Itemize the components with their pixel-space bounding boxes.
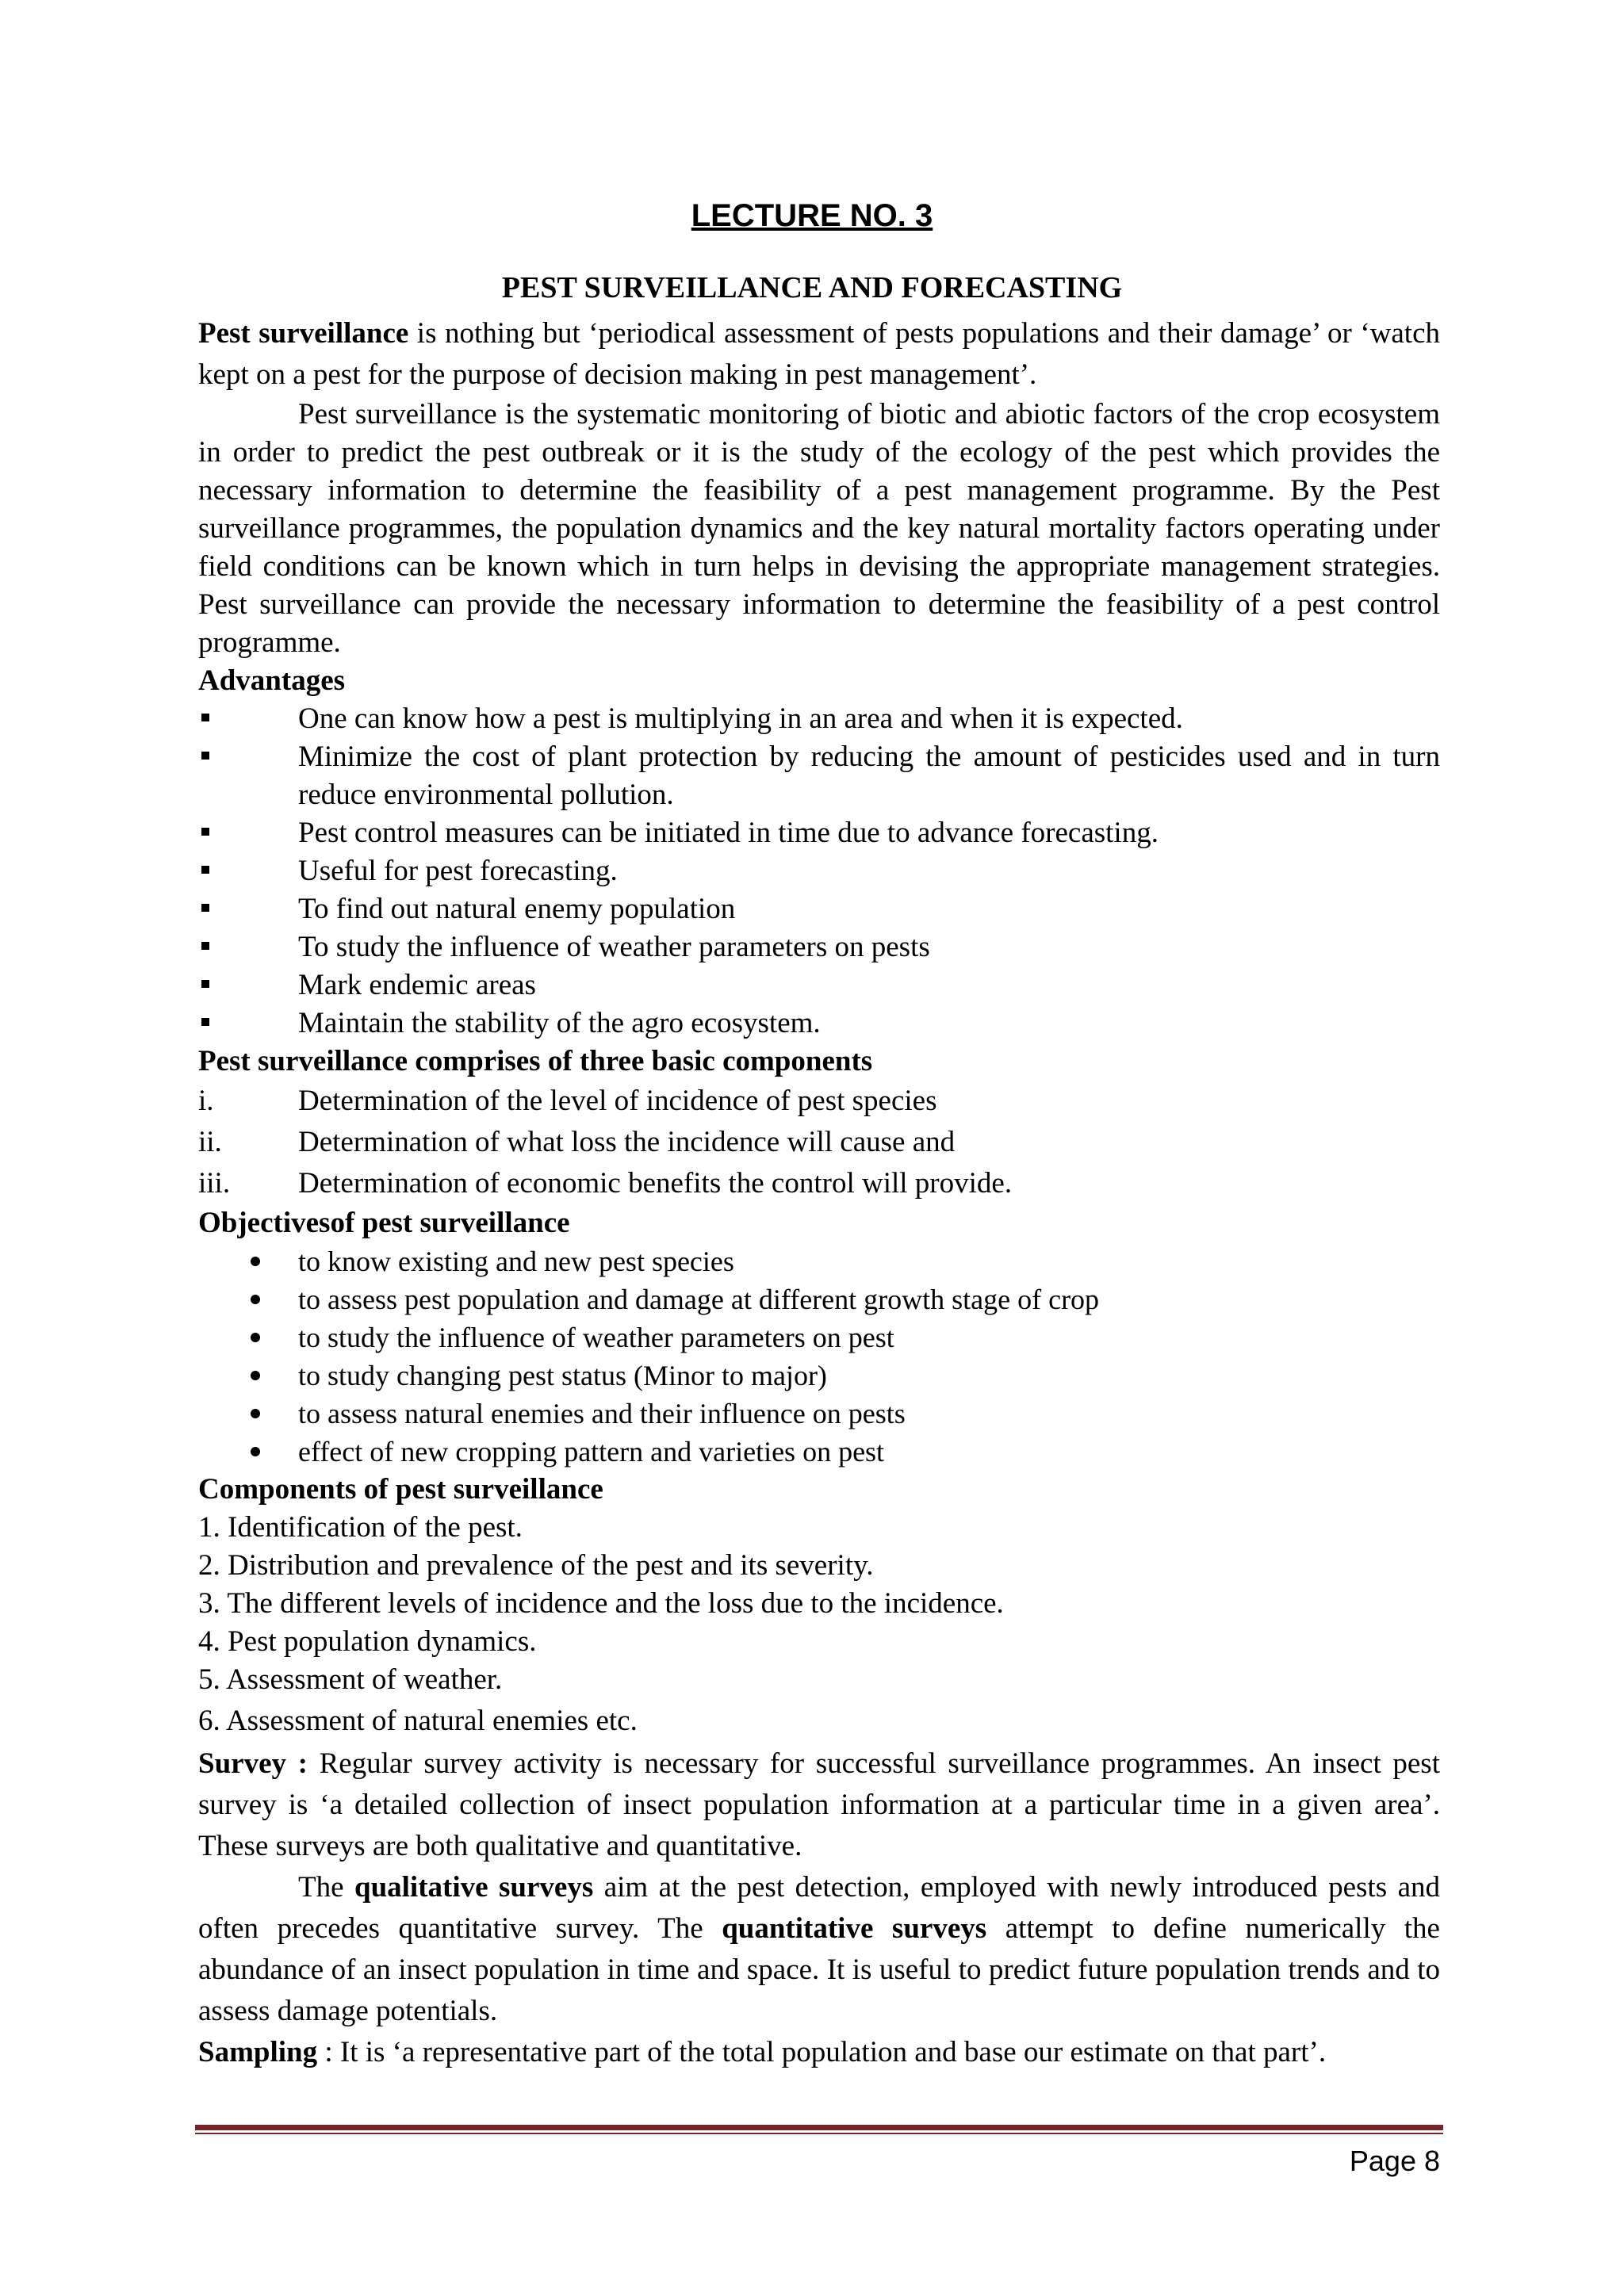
survey-term: Survey : [198,1747,308,1780]
square-bullet-icon [201,928,209,966]
square-bullet-icon [201,814,209,852]
footer-rule-thick [195,2125,1443,2130]
objectives-heading: Objectivesof pest surveillance [198,1207,570,1239]
advantages-heading: Advantages [198,664,346,697]
intro-paragraph: Pest surveillance is the systematic monitoring of biotic and abiotic factors of the crop ecosystem in order to predict the pest outbreak or it is the study of the ecology of the pest which provides the necessary information to determine the feasibility of a pest management programme. By the Pest surveillance programmes, the population dynamics and the key natural mortality factors operating under field conditions can be known which in turn helps in devising the appropriate management strategies. Pest surveillance can provide the necessary information to determine the feasibility of a pest control programme. [198,398,1440,659]
dot-bullet-icon [251,1357,260,1395]
advantage-item: Maintain the stability of the agro ecosystem. [198,1004,1440,1043]
basic-component-item: iii. Determination of economic benefits the control will provide. [198,1167,1013,1200]
basic-component-item: i. Determination of the level of incidence of pest species [198,1085,937,1117]
square-bullet-icon [201,1004,209,1043]
main-content [198,313,1440,2073]
components-heading: Components of pest surveillance [198,1473,603,1506]
square-bullet-icon [201,890,209,928]
square-bullet-icon [201,966,209,1004]
objective-item: to study changing pest status (Minor to major) [198,1357,1440,1395]
component-item: 6. Assessment of natural enemies etc. [198,1705,638,1737]
advantage-item: To find out natural enemy population [198,890,1440,928]
basic-components-list [198,1081,1440,1204]
qualitative-term: qualitative surveys [354,1871,594,1904]
survey-paragraph: Survey : Regular survey activity is necessary for successful surveillance programmes. An insect pest survey is ‘a detailed collection of insect population information at a particular time in a given area’. These surveys are both qualitative and quantitative. [198,1747,1440,1862]
footer-rule-thin [195,2133,1443,2134]
advantage-item: To study the influence of weather parameters on pests [198,928,1440,966]
component-item: 2. Distribution and prevalence of the pest and its severity. [198,1549,874,1582]
dot-bullet-icon [251,1242,260,1280]
dot-bullet-icon [251,1395,260,1433]
document-title: PEST SURVEILLANCE AND FORECASTING [501,271,1123,304]
advantage-item: Useful for pest forecasting. [198,852,1440,890]
sampling-paragraph: Sampling : It is ‘a representative part of the total population and base our estimate on that part’. [198,2036,1327,2068]
advantage-item: Pest control measures can be initiated in time due to advance forecasting. [198,814,1440,852]
objective-item: to study the influence of weather parameters on pest [198,1318,1440,1357]
sampling-term: Sampling [198,2036,318,2068]
objective-item: to assess natural enemies and their influence on pests [198,1395,1440,1433]
advantage-item: Minimize the cost of plant protection by reducing the amount of pesticides used and in turn reduce environmental pollution. [198,738,1440,814]
dot-bullet-icon [251,1318,260,1357]
objective-item: effect of new cropping pattern and varieties on pest [198,1433,1440,1471]
square-bullet-icon [201,738,209,776]
intro-term: Pest surveillance [198,317,409,350]
advantage-item: One can know how a pest is multiplying in an area and when it is expected. [198,700,1440,738]
page-number: Page 8 [1349,2145,1440,2177]
dot-bullet-icon [251,1433,260,1471]
objective-item: to know existing and new pest species [198,1242,1440,1280]
dot-bullet-icon [251,1280,260,1318]
component-item: 5. Assessment of weather. [198,1663,503,1696]
square-bullet-icon [201,700,209,738]
advantage-item: Mark endemic areas [198,966,1440,1004]
intro-definition-text: is nothing but ‘periodical assessment of pests populations and their damage’ or ‘watch kept on a pest for the purpose of decision making in pest management’. [198,317,1440,391]
lecture-number: LECTURE NO. 3 [691,198,933,233]
basic-components-heading: Pest surveillance comprises of three basic components [198,1045,873,1077]
objectives-list [198,1242,1440,1471]
intro-definition [198,313,1440,396]
advantages-list [198,700,1440,1043]
survey-types-paragraph: The qualitative surveys aim at the pest detection, employed with newly introduced pests and often precedes quantitative survey. The quantitative surveys attempt to define numerically the abundance of an insect population in time and space. It is useful to predict future population trends and to assess damage potentials. [198,1871,1440,2027]
component-item: 4. Pest population dynamics. [198,1625,537,1658]
objective-item: to assess pest population and damage at different growth stage of crop [198,1280,1440,1318]
square-bullet-icon [201,852,209,890]
quantitative-term: quantitative surveys [722,1912,987,1945]
component-item: 3. The different levels of incidence and the loss due to the incidence. [198,1587,1004,1620]
basic-component-item: ii. Determination of what loss the incidence will cause and [198,1126,956,1158]
component-item: 1. Identification of the pest. [198,1511,523,1544]
